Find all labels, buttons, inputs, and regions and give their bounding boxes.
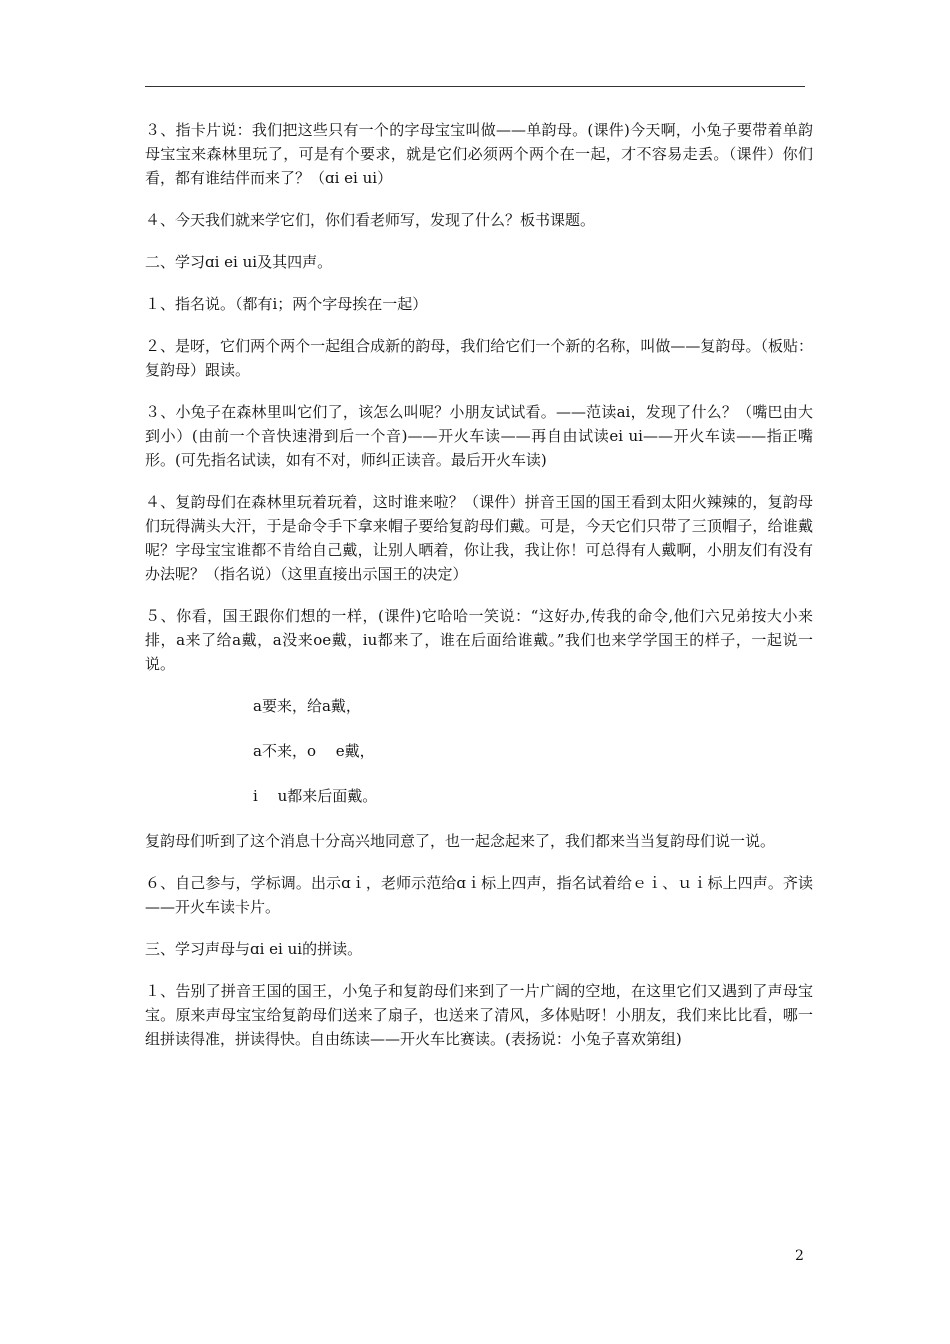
paragraph: ４、今天我们就来学它们，你们看老师写，发现了什么？板书课题。 bbox=[145, 211, 596, 229]
paragraph: ６、自己参与，学标调。出示ɑｉ，老师示范给ɑｉ标上四声，指名试着给ｅｉ、ｕｉ标上四声。齐读——开火车读卡片。 bbox=[145, 874, 813, 916]
rhyme-line: a不来，o e戴， bbox=[253, 742, 375, 760]
paragraph: ２、是呀，它们两个两个一起组合成新的韵母，我们给它们一个新的名称，叫做——复韵母。（板贴：复韵母）跟读。 bbox=[145, 337, 813, 379]
paragraph: ３、指卡片说：我们把这些只有一个的字母宝宝叫做——单韵母。(课件)今天啊，小兔子要带着单韵母宝宝来森林里玩了，可是有个要求，就是它们必须两个两个在一起，才不容易走丢。（课件）你们看，都有谁结伴而来了？（ɑi ei ui） bbox=[145, 121, 813, 187]
paragraph: １、告别了拼音王国的国王，小兔子和复韵母们来到了一片广阔的空地，在这里它们又遇到了声母宝宝。原来声母宝宝给复韵母们送来了扇子，也送来了清风，多体贴呀！小朋友，我们来比比看，哪一组拼读得准，拼读得快。自由练读——开火车比赛读。(表扬说：小兔子喜欢第组) bbox=[145, 982, 813, 1048]
rhyme-line: i u都来后面戴。 bbox=[253, 787, 378, 805]
paragraph: ３、小兔子在森林里叫它们了，该怎么叫呢？小朋友试试看。——范读ai，发现了什么？（嘴巴由大到小）(由前一个音快速滑到后一个音)——开火车读——再自由试读ei ui——开火车读——指正嘴形。(可先指名试读，如有不对，师纠正读音。最后开火车读) bbox=[145, 403, 813, 469]
header-rule bbox=[145, 86, 805, 87]
paragraph: 复韵母们听到了这个消息十分高兴地同意了，也一起念起来了，我们都来当当复韵母们说一说。 bbox=[145, 832, 776, 850]
section-heading: 三、学习声母与ɑi ei ui的拼读。 bbox=[145, 940, 363, 958]
page-number: 2 bbox=[795, 1248, 804, 1264]
document-body bbox=[145, 118, 813, 1069]
paragraph: ４、复韵母们在森林里玩着玩着，这时谁来啦？（课件）拼音王国的国王看到太阳火辣辣的，复韵母们玩得满头大汗，于是命令手下拿来帽子要给复韵母们戴。可是，今天它们只带了三顶帽子，给谁戴呢？字母宝宝谁都不肯给自己戴，让别人晒着，你让我，我让你！可总得有人戴啊，小朋友们有没有办法呢？（指名说）（这里直接出示国王的决定） bbox=[145, 493, 813, 583]
rhyme-line: a要来，给a戴， bbox=[253, 697, 361, 715]
paragraph: １、指名说。（都有i；两个字母挨在一起） bbox=[145, 295, 428, 313]
paragraph: ５、你看，国王跟你们想的一样，(课件)它哈哈一笑说：“这好办,传我的命令,他们六兄弟按大小来排，a来了给a戴，a没来oe戴，iu都来了，谁在后面给谁戴。”我们也来学学国王的样子，一起说一说。 bbox=[145, 607, 813, 673]
section-heading: 二、学习ɑi ei ui及其四声。 bbox=[145, 253, 333, 271]
